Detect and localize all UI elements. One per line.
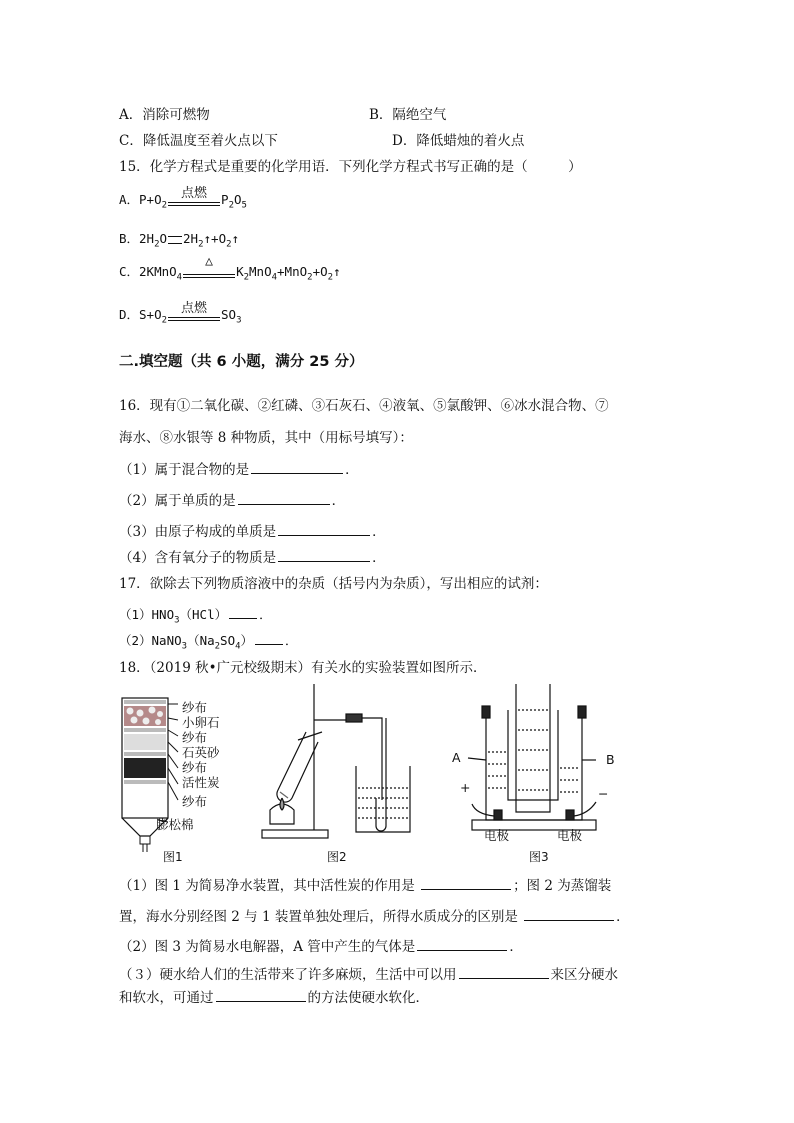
equation-arrow: △ <box>183 263 235 283</box>
q16-part1: （1）属于混合物的是 ． <box>119 458 359 478</box>
fig3-minus-sign: − <box>598 786 609 801</box>
q18-part2: （2）图 3 为简易水电解器，A 管中产生的气体是 ． <box>119 935 523 955</box>
q17-part2: $(2)NaNO_3(Na_2SO_4)$ ． <box>119 630 298 652</box>
q15-stem: 15．化学方程式是重要的化学用语．下列化学方程式书写正确的是（ ） <box>119 159 582 175</box>
answer-blank <box>216 987 306 1002</box>
fig1-label-pebbles: 小卵石 <box>182 715 220 730</box>
equation-arrow: 点燃 <box>168 191 220 211</box>
equation-arrow: 点燃 <box>168 306 220 326</box>
answer-blank <box>278 547 370 562</box>
q14-option-a: A．消除可燃物 <box>119 107 210 123</box>
fig1-label-gauze2: 纱布 <box>182 730 208 745</box>
equals-sign <box>168 236 182 244</box>
fig3-label-a: A <box>452 750 461 765</box>
q15-option-c: C．2KMnO$_4$ △ $K_2MnO_4+MnO_2+O_2↑$ <box>119 253 341 283</box>
q18-part3-line2: 和软水，可通过 的方法使硬水软化． <box>119 986 429 1006</box>
q16-part4: （4）含有氧分子的物质是 ． <box>119 546 386 566</box>
q18-part3-line1: （３）硬水给人们的生活带来了许多麻烦，生活中可以用 来区分硬水 <box>119 963 618 983</box>
q16-part3: （3）由原子构成的单质是 ． <box>119 520 386 540</box>
figure-3-electrolysis <box>468 684 596 830</box>
fig1-label-quartz-sand: 石英砂 <box>182 745 220 760</box>
fig3-label-b: B <box>606 752 615 767</box>
q17-stem: 17．欲除去下列物质溶液中的杂质（括号内为杂质），写出相应的试剂： <box>119 576 548 592</box>
q15-option-b: B．$2H_2O$ $2H_2↑+O_2↑$ <box>119 231 240 250</box>
q14-option-d: D．降低蜡烛的着火点 <box>392 133 525 149</box>
answer-blank <box>417 936 507 951</box>
answer-blank <box>251 459 343 474</box>
q17-part1: $(1)HNO_3(HCl)$ ． <box>119 604 272 626</box>
fig1-label-gauze4: 纱布 <box>182 794 208 809</box>
fig3-plus-sign: + <box>460 780 471 795</box>
q15-option-a: A．$P+O_2$ 点燃 $P_2O_5$ <box>119 185 247 211</box>
q18-part1-line2: 置，海水分别经图 2 与 1 装置单独处理后，所得水质成分的区别是 ． <box>119 905 630 925</box>
q16-stem-line2: 海水、⑧水银等 8 种物质，其中（用标号填写）： <box>119 430 413 446</box>
answer-blank <box>229 604 257 619</box>
fig1-label-activated-carbon: 活性炭 <box>182 775 220 790</box>
answer-blank <box>524 906 614 921</box>
answer-blank <box>278 521 370 536</box>
figure-2-distillation <box>262 684 410 838</box>
q15-option-d: D．$S+O_2$ 点燃 $SO_3$ <box>119 300 242 326</box>
fig1-caption: 图1 <box>163 850 183 864</box>
fig3-electrode-right: 电极 <box>557 828 583 843</box>
q16-part2: （2）属于单质的是 ． <box>119 489 345 509</box>
q18-stem: 18．（2019 秋•广元校级期末）有关水的实验装置如图所示． <box>119 660 487 676</box>
answer-blank <box>421 875 511 890</box>
fig2-caption: 图2 <box>327 850 347 864</box>
fig1-label-gauze3: 纱布 <box>182 760 208 775</box>
q16-stem-line1: 16．现有①二氧化碳、②红磷、③石灰石、④液氧、⑤氯酸钾、⑥冰水混合物、⑦ <box>119 398 609 414</box>
fig3-electrode-left: 电极 <box>484 828 510 843</box>
answer-blank <box>255 630 283 645</box>
q14-option-b: B．隔绝空气 <box>369 107 447 123</box>
answer-blank <box>238 490 330 505</box>
q18-part1-line1: （1）图 1 为简易净水装置，其中活性炭的作用是 ；图 2 为蒸馏装 <box>119 874 611 894</box>
fig1-label-cotton: 膨松棉 <box>156 817 194 832</box>
q14-option-c: C．降低温度至着火点以下 <box>119 133 278 149</box>
answer-blank <box>459 964 549 979</box>
fig3-caption: 图3 <box>529 850 549 864</box>
fig1-label-gauze1: 纱布 <box>182 700 208 715</box>
section-heading: 二.填空题（共 6 小题，满分 25 分） <box>119 354 364 370</box>
